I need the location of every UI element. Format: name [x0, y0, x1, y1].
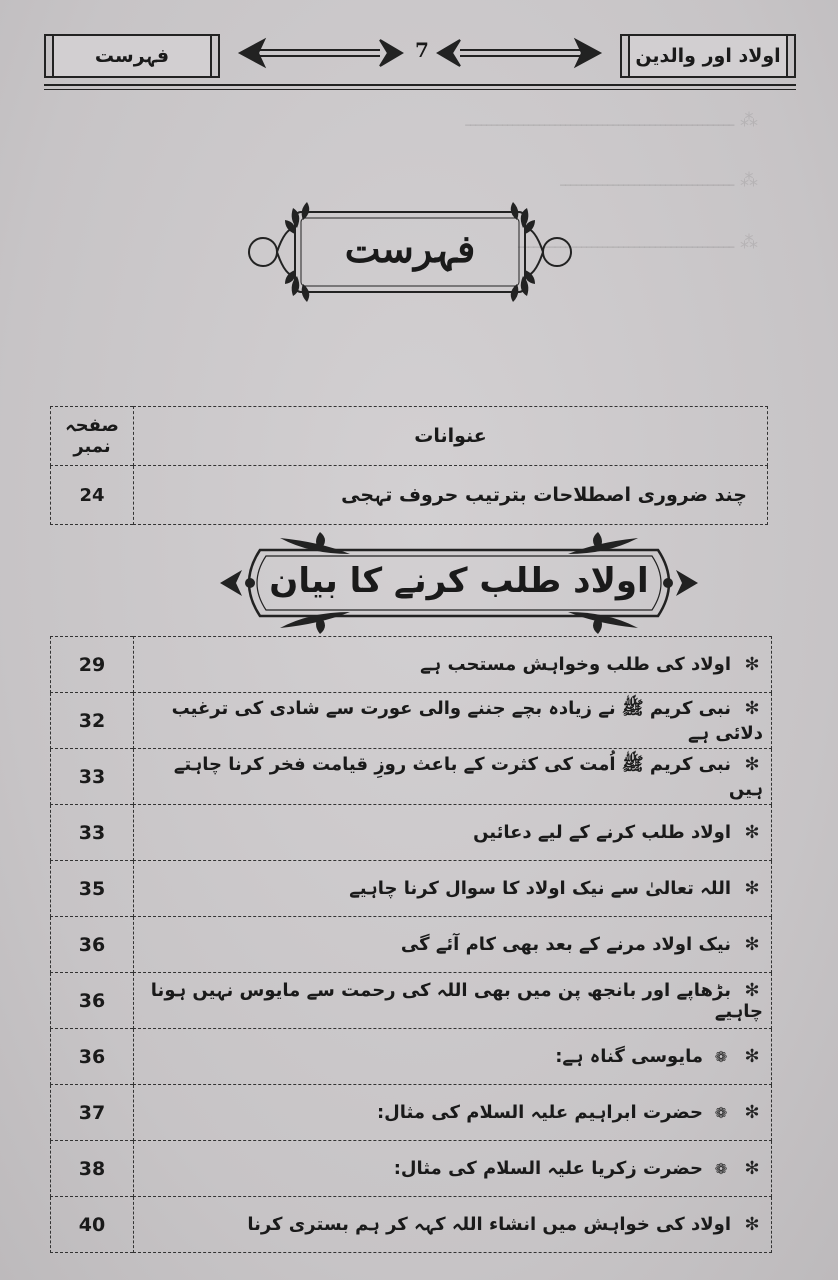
asterisk-bullet-icon: ✻ [744, 1214, 760, 1235]
entry-title: اولاد کی خواہش میں انشاء اللہ کہہ کر ہم بستری کرنا [247, 1214, 731, 1235]
asterisk-bullet-icon: ✻ [744, 822, 760, 843]
entry-title: حضرت زکریا علیہ السلام کی مثال: [393, 1158, 703, 1179]
flower-bullet-icon: ❁ [714, 1160, 728, 1178]
entry-cell [134, 1141, 772, 1197]
entry-cell [134, 805, 772, 861]
entry-page: 37 [51, 1085, 134, 1141]
contents-title-frame [245, 198, 575, 306]
entry-page: 38 [51, 1141, 134, 1197]
table-row [51, 637, 772, 693]
section-running-title: فہرست [52, 34, 212, 78]
table-row [51, 1029, 772, 1085]
table-row [51, 917, 772, 973]
entry-page: 36 [51, 917, 134, 973]
entry-page: 29 [51, 637, 134, 693]
entry-cell [134, 973, 772, 1029]
table-row [51, 1197, 772, 1253]
asterisk-bullet-icon: ✻ [744, 1158, 760, 1179]
table-row [51, 973, 772, 1029]
entry-cell [134, 861, 772, 917]
entry-page: 32 [51, 693, 134, 749]
page-header [40, 30, 800, 82]
entry-page: 33 [51, 749, 134, 805]
table-row [51, 1141, 772, 1197]
flower-bullet-icon: ❁ [714, 1104, 728, 1122]
asterisk-bullet-icon: ✻ [744, 934, 760, 955]
entry-title: حضرت ابراہیم علیہ السلام کی مثال: [376, 1102, 703, 1123]
section-title: اولاد طلب کرنے کا بیان [269, 561, 649, 601]
contents-table [50, 636, 772, 1253]
entry-title: بڑھاپے اور بانجھ پن میں بھی اللہ کی رحمت سے مایوس نہیں ہونا چاہیے [150, 979, 763, 1022]
table-header-row [51, 407, 768, 466]
asterisk-bullet-icon: ✻ [744, 1046, 760, 1067]
entry-page: 24 [51, 466, 134, 525]
flower-bullet-icon: ❁ [714, 1048, 728, 1066]
intro-table [50, 406, 768, 525]
asterisk-bullet-icon: ✻ [744, 698, 760, 719]
bleed-through-text: ⁂ ـــــــــــــــــــــــــــــــــــــــــ [518, 232, 758, 253]
entry-page: 36 [51, 973, 134, 1029]
asterisk-bullet-icon: ✻ [744, 979, 760, 1001]
entry-title: نبی کریم ﷺ اُمت کی کثرت کے باعث روزِ قیامت فخر کرنا چاہتے ہیں [173, 754, 763, 800]
book-title: اولاد اور والدین [628, 34, 788, 78]
entry-title: اللہ تعالیٰ سے نیک اولاد کا سوال کرنا چاہیے [349, 878, 731, 899]
header-rule-thin [44, 89, 796, 90]
entry-cell [134, 917, 772, 973]
entry-title: مایوسی گناہ ہے: [555, 1046, 703, 1067]
entry-page: 40 [51, 1197, 134, 1253]
column-header-titles: عنوانات [134, 407, 768, 466]
table-row [51, 861, 772, 917]
asterisk-bullet-icon: ✻ [744, 1102, 760, 1123]
entry-title: نبی کریم ﷺ نے زیادہ بچے جننے والی عورت سے شادی کی ترغیب دلائی ہے [171, 698, 763, 744]
table-row [51, 749, 772, 805]
entry-cell [134, 1197, 772, 1253]
entry-cell [134, 637, 772, 693]
entry-cell [134, 1085, 772, 1141]
entry-title: چند ضروری اصطلاحات بترتیب حروف تہجی [134, 466, 768, 525]
entry-page: 35 [51, 861, 134, 917]
entry-title: نیک اولاد مرنے کے بعد بھی کام آئے گی [400, 934, 731, 955]
entry-cell [134, 749, 772, 805]
table-row [51, 805, 772, 861]
page-number: 7 [415, 38, 429, 62]
bleed-through-text: ⁂ ـــــــــــــــــــــــــــــــــــــــــــــــــــ [465, 110, 758, 131]
entry-title: اولاد طلب کرنے کے لیے دعائیں [473, 822, 731, 843]
column-header-page: صفحہ نمبر [51, 407, 134, 466]
asterisk-bullet-icon: ✻ [744, 654, 760, 675]
entry-cell [134, 1029, 772, 1085]
asterisk-bullet-icon: ✻ [744, 878, 760, 899]
table-row [51, 1085, 772, 1141]
header-rule [44, 84, 796, 86]
entry-title: اولاد کی طلب وخواہش مستحب ہے [420, 654, 731, 675]
contents-title: فہرست [344, 226, 476, 271]
bleed-through-text: ⁂ ـــــــــــــــــــــــــــــــــ [560, 170, 758, 191]
table-row [51, 466, 768, 525]
section-banner-frame [220, 530, 698, 636]
table-row [51, 693, 772, 749]
entry-page: 36 [51, 1029, 134, 1085]
asterisk-bullet-icon: ✻ [744, 754, 760, 775]
entry-cell [134, 693, 772, 749]
entry-page: 33 [51, 805, 134, 861]
